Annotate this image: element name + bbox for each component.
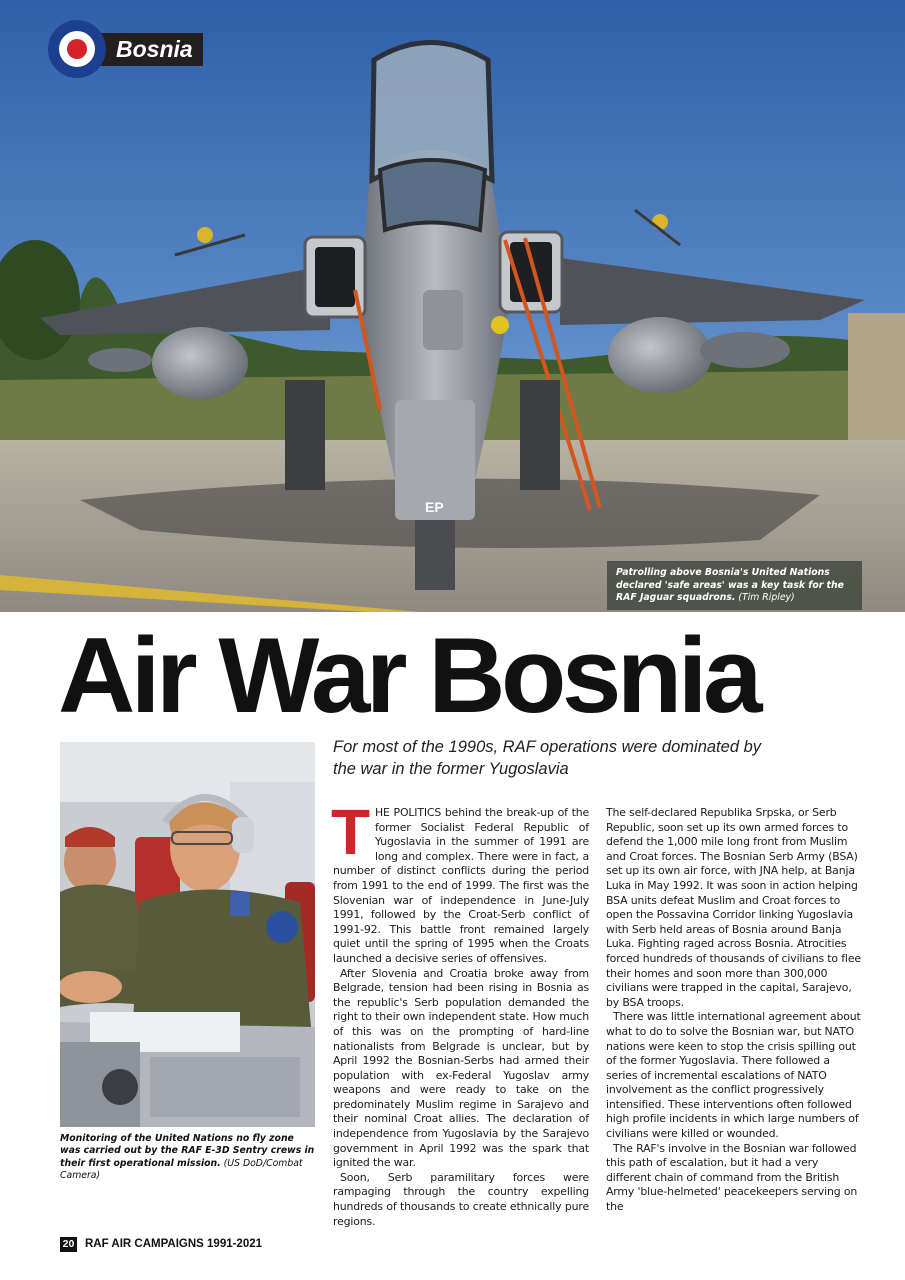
nose-code-text: EP [425,499,444,515]
page-title: Air War Bosnia [58,615,759,735]
paragraph-text: HE POLITICS behind the break-up of the former Socialist Federal Republic of Yugoslavia in the summer of 1991 are long and complex. There were in fact, a number of distinct conflicts during the period from 1991 to the end of 1999. The first was the Slovenian war of independence in June-July 1991, followed by the Croat-Serb conflict of 1991-92. This battle front remained largely quiet until the spring of 1995 when the Croats launched a decisive series of offensives. [333,806,589,965]
article-paragraph: The RAF's involve in the Bosnian war followed this path of escalation, but it had a very different chain of command from the British Army 'blue-helmeted' peacekeepers serving on the [606,1141,858,1214]
section-tag [48,20,203,78]
standfirst: For most of the 1990s, RAF operations were dominated by the war in the former Yugoslavia [333,738,762,778]
article-paragraph: The self-declared Republika Srpska, or Serb Republic, soon set up its own armed forces to defend the 1,000 mile long front from Muslim and Croat forces. The Bosnian Serb Army (BSA) set up its own air force, with JNA help, at Banja Luka in May 1992. It was soon in action helping BSA units defeat Muslim and Croat forces to open the Possavina Corridor linking Yugoslavia with Serb held areas of Bosnia around Banja Luka. Fighting raged across Bosnia. Atrocities forced hundreds of thousands of civilians to flee their homes and soon more than 300,000 civilians were trapped in the capital, Sarajevo, by BSA troops. [606,806,861,1009]
hero-caption [607,561,862,610]
article-column-1 [331,796,589,1229]
article-paragraph: Soon, Serb paramilitary forces were rampaging through the country expelling hundreds of thousands to create ethnically pure regions. [333,1170,589,1228]
side-caption [60,1133,315,1182]
publication-title: RAF AIR CAMPAIGNS 1991-2021 [85,1238,263,1250]
drop-cap: T [331,796,370,868]
article-paragraph: There was little international agreement about what to do to solve the Bosnian war, but NATO nations were keen to stop the crisis spilling out of the former Yugoslavia. There followed a series of incremental escalations of NATO involvement as the conflict progressively intensified. These interventions often followed high profile incidents in which large numbers of civilians were killed or wounded. [606,1010,861,1141]
article-column-2 [606,806,864,1215]
raf-roundel-icon [48,20,106,78]
side-photo [60,742,315,1127]
section-label: Bosnia [100,33,203,66]
side-caption-credit: (US DoD/Combat Camera) [60,1157,303,1181]
hero-photo [0,0,905,612]
hero-caption-credit: (Tim Ripley) [738,592,795,603]
page-number: 20 [60,1237,77,1252]
article-paragraph: After Slovenia and Croatia broke away from Belgrade, tension had been rising in Bosnia as the republic's Serb population demanded the right to their own independent state. How much of this was on the prompting of hard-line nationalists from Belgrade is unclear, but by April 1992 the Bosnian-Serbs had armed their population with ex-Federal Yugoslav army weapons and were ready to take on the predominately Muslim regime in Sarajevo and their nominal Croat allies. The declaration of independence from Yugoslavia by the Sarajevo government in April 1992 was the spark that ignited the war. [333,966,589,1170]
page-footer [60,1236,262,1252]
jaguar-aircraft-photo [0,0,905,612]
article-paragraph [331,796,589,967]
side-caption-text: Monitoring of the United Nations no fly zone was carried out by the RAF E-3D Sentry crews in their first operational mission. [60,1133,315,1169]
hero-caption-text: Patrolling above Bosnia's United Nations declared 'safe areas' was a key task for the RAF Jaguar squadrons. [616,567,844,603]
e3d-sentry-crew-photo [60,742,315,1127]
